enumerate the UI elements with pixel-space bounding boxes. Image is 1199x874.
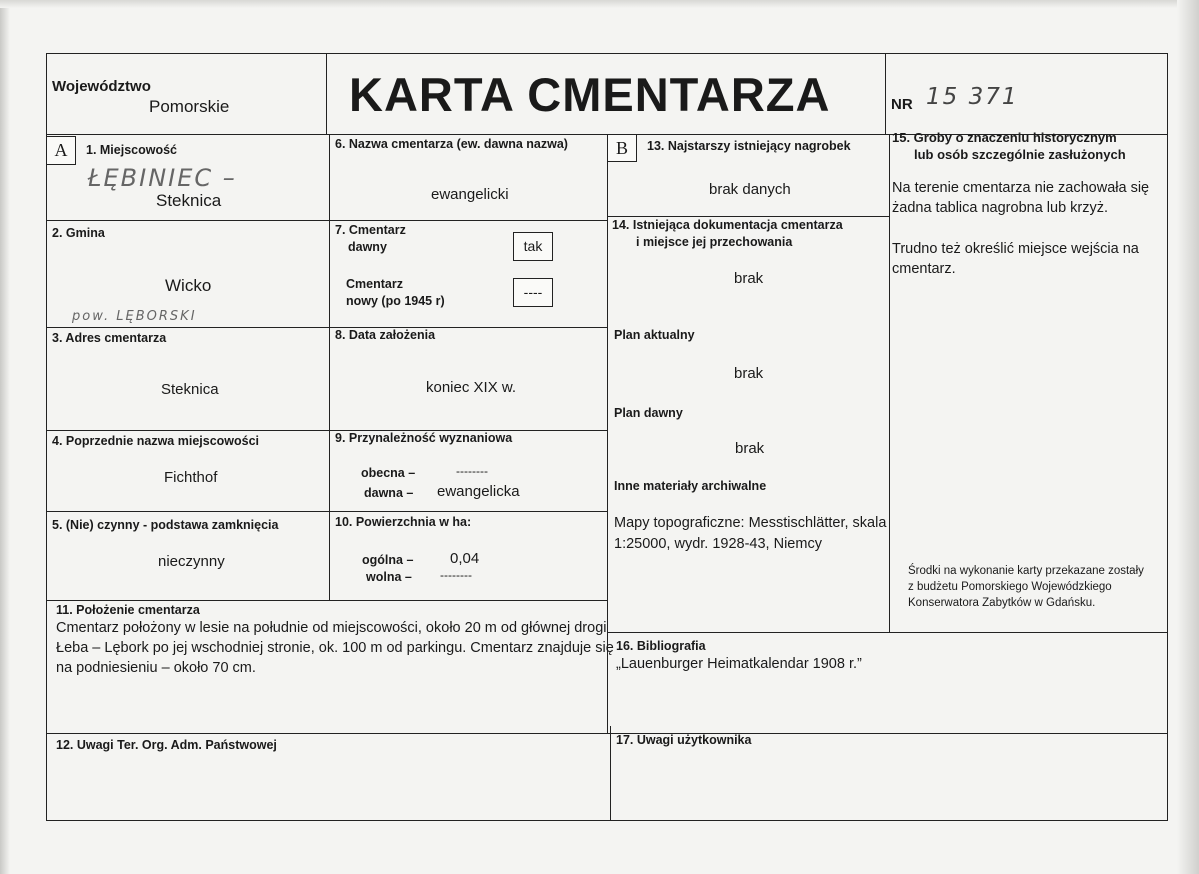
section-b-box [607,134,637,162]
field-11-label: 11. Położenie cmentarza [56,603,200,617]
field-14-value: brak [734,270,764,287]
plan-aktualny-label: Plan aktualny [614,328,695,342]
section-a-box [46,136,76,165]
field-7-nowy-label-1: Cmentarz [346,277,403,291]
divider-v-col3 [889,134,890,632]
field-11-line-1: Cmentarz położony w lesie na południe od miejscowości, około 20 m od głównej drogi [56,620,607,636]
field-3-value: Steknica [161,381,219,398]
divider-h-12-17 [46,733,1168,734]
funding-note-line-1: Środki na wykonanie karty przekazane zostały [908,565,1144,577]
field-11-line-2: Łeba – Lębork po jej wschodniej stronie, ok. 100 m od parkingu. Cmentarz znajduje się [56,640,614,656]
field-9-label: 9. Przynależność wyznaniowa [335,431,513,445]
funding-note-line-3: Konserwatora Zabytków w Gdańsku. [908,597,1096,609]
border-top [46,53,1168,54]
field-13-value: brak danych [709,181,791,198]
divider-h-row4 [46,511,607,512]
divider-h-16 [607,632,1168,633]
field-14-label-1: 14. Istniejąca dokumentacja cmentarza [612,218,843,232]
field-9-dawna-value: ewangelicka [437,483,520,500]
field-1-label: 1. Miejscowość [86,143,178,157]
nr-label: NR [891,96,913,113]
border-left [46,53,47,821]
voivodeship-value: Pomorskie [149,97,230,116]
divider-v-header-2 [885,53,886,134]
field-14-label-2: i miejsce jej przechowania [636,235,793,249]
field-9-obecna-label: obecna – [361,466,416,480]
field-10-ogolna-label: ogólna – [362,553,414,567]
scan-shadow-left [0,0,10,874]
border-bottom [46,820,1168,821]
divider-v-header-1 [326,53,327,134]
field-9-dawna-label: dawna – [364,486,414,500]
funding-note-line-2: z budżetu Pomorskiego Wojewódzkiego [908,581,1112,593]
field-2-handwritten: pow. LĘBORSKI [72,309,197,324]
field-5-label: 5. (Nie) czynny - podstawa zamknięcia [52,518,279,532]
divider-h-row3 [46,430,607,431]
field-7-dawny-label: dawny [348,240,387,254]
plan-dawny-label: Plan dawny [614,406,683,420]
field-10-wolna-value: -------- [440,568,472,582]
field-9-obecna-value: -------- [456,464,488,478]
field-6-label: 6. Nazwa cmentarza (ew. dawna nazwa) [335,137,568,151]
field-15-p1-line-1: Na terenie cmentarza nie zachowała się [892,180,1150,196]
field-1-value: Steknica [156,191,222,210]
field-15-p1-line-2: żadna tablica nagrobna lub krzyż. [892,200,1109,216]
field-10-wolna-label: wolna – [366,570,412,584]
nr-value: 15 371 [926,84,1019,110]
field-2-value: Wicko [165,276,212,295]
field-10-label: 10. Powierzchnia w ha: [335,515,472,529]
field-15-p2-line-2: cmentarz. [892,261,956,277]
field-8-label: 8. Data założenia [335,328,436,342]
field-16-value: „Lauenburger Heimatkalendar 1908 r.” [616,656,862,672]
field-5-value: nieczynny [158,553,225,570]
voivodeship-label: Województwo [52,78,151,95]
field-15-label-2: lub osób szczególnie zasłużonych [914,147,1126,162]
section-b-letter: B [615,138,628,158]
plan-dawny-value: brak [735,440,765,457]
inne-materialy-line-1: Mapy topograficzne: Messtischlätter, skala [614,515,887,531]
field-13-label: 13. Najstarszy istniejący nagrobek [647,139,851,153]
field-12-label: 12. Uwagi Ter. Org. Adm. Państwowej [56,738,277,752]
field-17-label: 17. Uwagi użytkownika [616,733,752,747]
divider-h-row1 [46,220,607,221]
field-7-nowy-box [513,278,553,307]
border-right [1167,53,1168,821]
section-a-letter: A [54,140,68,160]
field-16-label: 16. Bibliografia [616,639,706,653]
field-4-value: Fichthof [164,469,218,486]
field-7-label: 7. Cmentarz [335,223,406,237]
scan-shadow-top [0,0,1199,8]
field-7-nowy-label-2: nowy (po 1945 r) [346,294,445,308]
inne-materialy-label: Inne materiały archiwalne [614,479,767,493]
cemetery-card-form [46,53,1168,821]
field-6-value: ewangelicki [431,186,509,203]
field-7-dawny-value: tak [523,238,543,254]
page-title: KARTA CMENTARZA [349,68,831,121]
divider-h-row2 [46,327,607,328]
field-15-label-1: 15. Groby o znaczeniu historycznym [892,130,1117,145]
divider-h-row5 [46,600,607,601]
field-8-value: koniec XIX w. [426,379,517,396]
divider-v-col1 [329,134,330,600]
inne-materialy-line-2: 1:25000, wydr. 1928-43, Niemcy [614,536,822,552]
field-3-label: 3. Adres cmentarza [52,331,167,345]
field-10-ogolna-value: 0,04 [450,550,480,567]
divider-v-bottom [610,726,611,820]
field-4-label: 4. Poprzednie nazwa miejscowości [52,434,260,448]
field-1-handwritten: ŁĘBINIEC – [88,164,237,192]
field-2-label: 2. Gmina [52,226,105,240]
scan-shadow-right [1177,0,1199,874]
field-7-nowy-value: ---- [523,284,543,300]
plan-aktualny-value: brak [734,365,764,382]
field-7-dawny-box [513,232,553,261]
field-11-line-3: na podniesieniu – około 70 cm. [56,660,256,676]
field-15-p2-line-1: Trudno też określić miejsce wejścia na [892,241,1139,257]
